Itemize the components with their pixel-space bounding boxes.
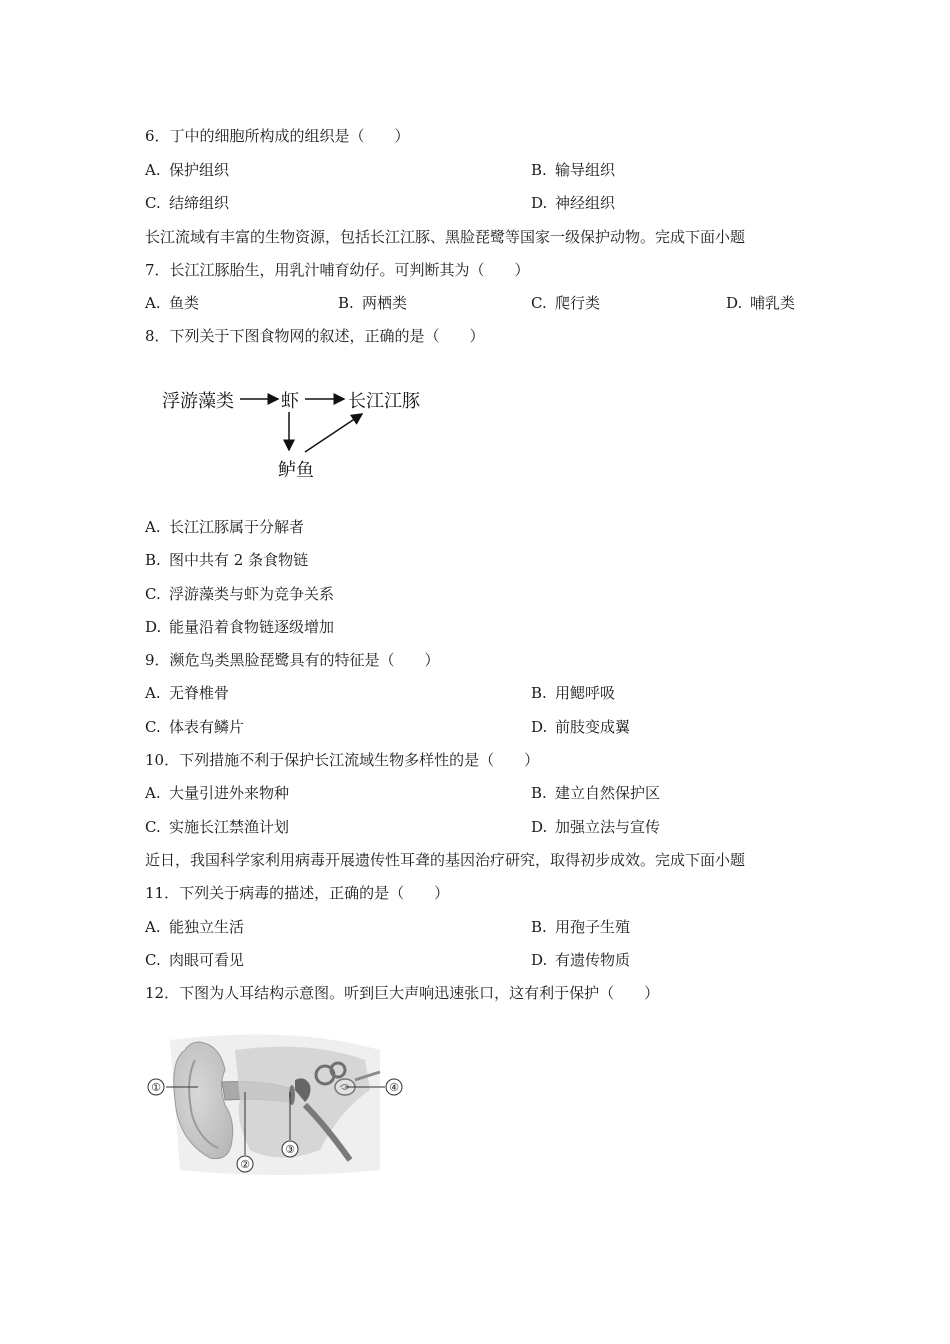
svg-text:①: ① [151, 1081, 161, 1094]
question-12-stem: 12．下图为人耳结构示意图。听到巨大声响迅速张口，这有利于保护（ ） [145, 984, 660, 1002]
label-3 [282, 1141, 298, 1157]
label-1 [148, 1079, 164, 1095]
question-7-option-b: B. 两栖类 [338, 294, 408, 312]
question-6-option-c: C. 结缔组织 [145, 194, 230, 212]
question-9-option-a: A. 无脊椎骨 [145, 684, 230, 702]
label-2 [237, 1156, 253, 1172]
arrow-perch-to-porpoise [305, 414, 362, 452]
node-algae: 浮游藻类 [162, 391, 234, 412]
question-10-option-b: B. 建立自然保护区 [531, 784, 661, 802]
question-8-option-a: A. 长江江豚属于分解者 [145, 518, 305, 536]
question-7-option-a: A. 鱼类 [145, 294, 200, 312]
node-shrimp: 虾 [281, 391, 299, 412]
question-7-stem: 7．长江江豚胎生，用乳汁哺育幼仔。可判断其为（ ） [145, 261, 530, 279]
passage-intro-yangtze: 长江流域有丰富的生物资源，包括长江江豚、黑脸琵鹭等国家一级保护动物。完成下面小题 [145, 228, 746, 246]
question-8-option-c: C. 浮游藻类与虾为竞争关系 [145, 585, 335, 603]
question-6-stem: 6．丁中的细胞所构成的组织是（ ） [145, 127, 410, 145]
question-11-option-d: D. 有遗传物质 [531, 951, 631, 969]
question-10-stem: 10．下列措施不利于保护长江流域生物多样性的是（ ） [145, 751, 540, 769]
question-11-option-a: A. 能独立生活 [145, 918, 245, 936]
label-4 [386, 1079, 402, 1095]
question-10-option-a: A. 大量引进外来物种 [145, 784, 290, 802]
svg-text:④: ④ [389, 1081, 399, 1094]
node-perch: 鲈鱼 [278, 460, 314, 481]
passage-intro-virus: 近日，我国科学家利用病毒开展遗传性耳聋的基因治疗研究，取得初步成效。完成下面小题 [145, 851, 746, 869]
ear-structure-diagram [140, 1030, 420, 1180]
question-9-stem: 9．濒危鸟类黑脸琵鹭具有的特征是（ ） [145, 651, 440, 669]
question-8-option-b: B. 图中共有 2 条食物链 [145, 551, 309, 569]
node-porpoise: 长江江豚 [348, 391, 420, 412]
question-8-stem: 8．下列关于下图食物网的叙述，正确的是（ ） [145, 327, 485, 345]
question-11-stem: 11．下列关于病毒的描述，正确的是（ ） [145, 884, 450, 902]
food-web-arrows [0, 0, 950, 520]
question-7-option-d: D. 哺乳类 [726, 294, 796, 312]
question-9-option-b: B. 用鳃呼吸 [531, 684, 616, 702]
question-9-option-c: C. 体表有鳞片 [145, 718, 245, 736]
question-6-option-d: D. 神经组织 [531, 194, 616, 212]
question-11-option-b: B. 用孢子生殖 [531, 918, 631, 936]
svg-text:②: ② [240, 1158, 250, 1171]
question-7-option-c: C. 爬行类 [531, 294, 601, 312]
question-6-option-b: B. 输导组织 [531, 161, 616, 179]
svg-text:③: ③ [285, 1143, 295, 1156]
question-6-option-a: A. 保护组织 [145, 161, 230, 179]
question-9-option-d: D. 前肢变成翼 [531, 718, 631, 736]
question-10-option-d: D. 加强立法与宣传 [531, 818, 661, 836]
question-10-option-c: C. 实施长江禁渔计划 [145, 818, 290, 836]
question-11-option-c: C. 肉眼可看见 [145, 951, 245, 969]
question-8-option-d: D. 能量沿着食物链逐级增加 [145, 618, 335, 636]
